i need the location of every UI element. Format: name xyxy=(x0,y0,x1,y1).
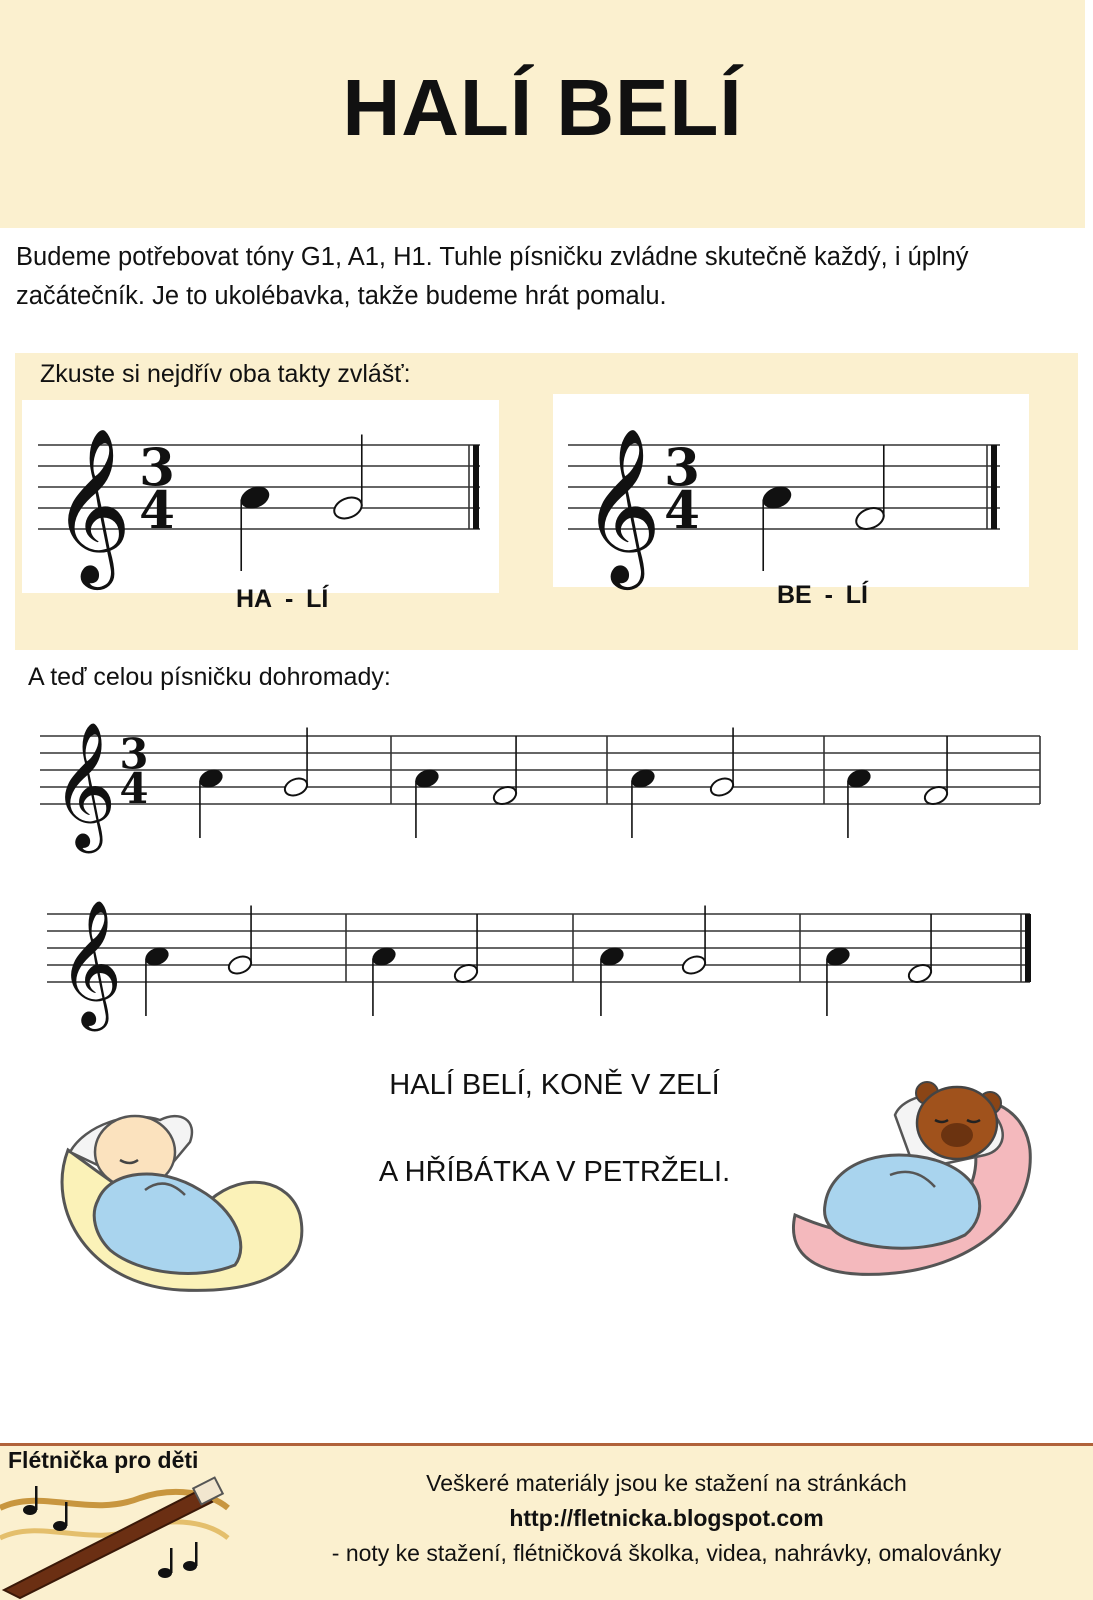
lyric-hyphen: - xyxy=(824,581,833,609)
footer-text-3: - noty ke stažení, flétničková školka, videa, nahrávky, omalovánky xyxy=(331,1540,1002,1566)
recorder-flute-logo-icon xyxy=(0,1478,230,1598)
note-head xyxy=(680,953,707,976)
footer-url: http://fletnicka.blogspot.com xyxy=(509,1505,824,1531)
half-note xyxy=(491,736,518,807)
note-head xyxy=(226,953,253,976)
time-signature-top: 3 xyxy=(664,438,700,499)
practice-label: Zkuste si nejdřív oba takty zvlášť: xyxy=(40,360,411,388)
quarter-note xyxy=(197,767,224,838)
lyric-syllable: HA xyxy=(236,585,273,613)
half-note xyxy=(922,736,949,807)
time-signature-top: 3 xyxy=(119,729,149,779)
treble-clef-icon: 𝄞 xyxy=(52,426,132,584)
lyric-syllable: LÍ xyxy=(845,581,868,609)
treble-clef-icon: 𝄞 xyxy=(58,898,123,1026)
half-note xyxy=(282,728,309,799)
treble-clef-icon: 𝄞 xyxy=(582,426,662,584)
half-note xyxy=(906,914,933,985)
baby-in-cradle-illustration xyxy=(50,1080,310,1310)
teddy-bear-in-cradle-illustration xyxy=(785,1075,1045,1295)
note-head xyxy=(708,775,735,798)
time-signature-bottom: 4 xyxy=(119,764,149,814)
quarter-note xyxy=(413,767,440,838)
page-title: HALÍ BELÍ xyxy=(342,63,743,152)
quarter-note xyxy=(845,767,872,838)
verse-text-1: HALÍ BELÍ, KONĚ V ZELÍ xyxy=(389,1069,720,1101)
half-note xyxy=(226,906,253,977)
quarter-note xyxy=(370,945,397,1016)
treble-clef-icon: 𝄞 xyxy=(52,720,117,848)
footer-divider xyxy=(0,1443,1093,1446)
time-signature-bottom: 4 xyxy=(664,480,700,541)
footer-brand: Flétnička pro děti xyxy=(8,1447,199,1473)
quarter-note xyxy=(598,945,625,1016)
time-signature-top: 3 xyxy=(139,438,175,499)
half-note xyxy=(680,906,707,977)
time-signature-bottom: 4 xyxy=(139,480,175,541)
quarter-note xyxy=(824,945,851,1016)
song-label: A teď celou písničku dohromady: xyxy=(28,663,391,691)
half-note xyxy=(452,914,479,985)
quarter-note xyxy=(143,945,170,1016)
verse-text-2: A HŘÍBÁTKA V PETRŽELI. xyxy=(378,1156,731,1188)
note-head xyxy=(282,775,309,798)
intro-text: Budeme potřebovat tóny G1, A1, H1. Tuhle písničku zvládne skutečně každý, i úplný začátečník. Je to ukolébavka, takže budeme hrát pomalu. xyxy=(16,243,969,310)
lyric-syllable: BE xyxy=(777,581,812,609)
final-bar-thick xyxy=(1025,914,1031,982)
lyric-hyphen: - xyxy=(284,585,294,613)
quarter-note xyxy=(629,767,656,838)
half-note xyxy=(708,728,735,799)
lyric-syllable: LÍ xyxy=(306,585,329,613)
footer-text-1: Veškeré materiály jsou ke stažení na stránkách xyxy=(426,1470,907,1496)
